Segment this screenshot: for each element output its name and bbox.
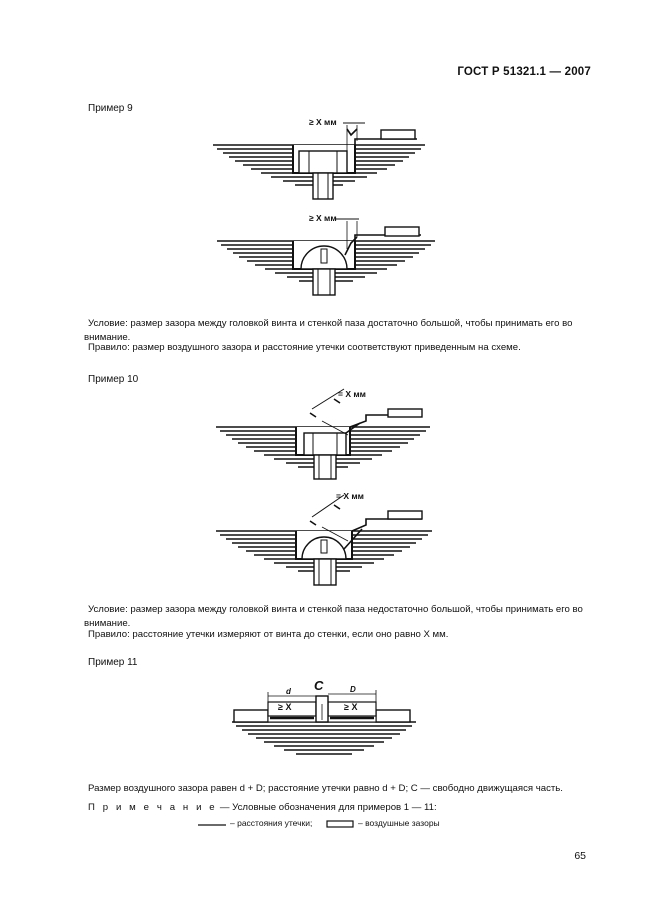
example-9-dimension-label-bottom: ≥ X мм — [309, 213, 337, 223]
example-11-label-c: C — [314, 678, 324, 693]
example-9-title: Пример 9 — [88, 103, 133, 114]
example-10-dimension-label-top: = X мм — [338, 389, 366, 399]
legend-creepage: – расстояния утечки; — [230, 818, 313, 828]
note-text: — Условные обозначения для примеров 1 — 11: — [217, 802, 437, 813]
example-9-condition: Условие: размер зазора между головкой винта и стенкой паза достаточно большой, чтобы принимать его во внимание. — [84, 318, 573, 343]
legend — [198, 818, 478, 832]
example-11-text: Размер воздушного зазора равен d + D; расстояние утечки равно d + D; C — свободно движущаяся часть. — [88, 783, 563, 794]
example-10-rule: Правило: расстояние утечки измеряют от винта до стенки, если оно равно X мм. — [88, 629, 449, 640]
example-11-title: Пример 11 — [88, 657, 138, 668]
example-9-figure — [205, 115, 445, 305]
example-11-figure — [230, 672, 430, 772]
example-10-title: Пример 10 — [88, 374, 139, 385]
example-11-label-d-big: D — [350, 685, 356, 694]
example-10-diagram-hex-screw — [216, 389, 430, 479]
example-10-diagram-round-screw — [216, 491, 432, 585]
example-11-label-ge-left: ≥ X — [278, 702, 292, 712]
document-header: ГОСТ Р 51321.1 — 2007 — [457, 66, 591, 78]
example-10-figure — [210, 385, 450, 595]
note-line — [88, 801, 598, 815]
hatched-body — [232, 722, 416, 754]
example-9-rule: Правило: размер воздушного зазора и расстояние утечки соответствуют приведенным на схеме. — [88, 342, 521, 353]
example-10-dimension-label-bottom: = X мм — [336, 491, 364, 501]
note-prefix: П р и м е ч а н и е — [88, 802, 218, 813]
example-9-dimension-label-top: ≥ X мм — [309, 117, 337, 127]
page-number: 65 — [574, 850, 586, 862]
example-9-diagram-round-screw — [217, 213, 435, 295]
example-11-label-d-small: d — [286, 687, 291, 696]
creepage-line-icon — [198, 823, 228, 827]
example-10-condition: Условие: размер зазора между головкой винта и стенкой паза недостаточно большой, чтобы принимать его во внимание. — [84, 604, 583, 629]
clearance-box-icon — [326, 820, 356, 830]
legend-clearance: – воздушные зазоры — [358, 818, 440, 828]
example-9-diagram-hex-screw — [213, 117, 425, 199]
example-11-label-ge-right: ≥ X — [344, 702, 358, 712]
